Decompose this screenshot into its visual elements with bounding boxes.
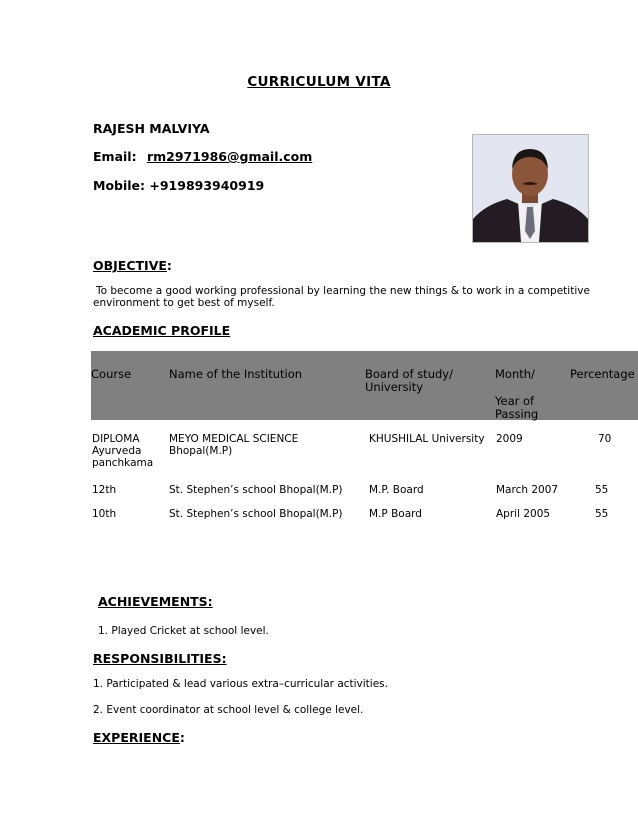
row1-course-1: DIPLOMA bbox=[92, 433, 140, 445]
th-board-1: Board of study/ bbox=[365, 367, 453, 381]
mobile-line: Mobile: +919893940919 bbox=[93, 178, 265, 193]
profile-photo bbox=[472, 134, 589, 243]
experience-heading-text: EXPERIENCE bbox=[93, 730, 180, 745]
row1-board: KHUSHILAL University bbox=[369, 433, 485, 445]
achievements-item-1: 1. Played Cricket at school level. bbox=[98, 625, 269, 637]
achievements-heading: ACHIEVEMENTS: bbox=[98, 594, 213, 609]
objective-heading-text: OBJECTIVE bbox=[93, 258, 167, 273]
th-month-3: Passing bbox=[495, 407, 539, 421]
responsibilities-item-1: 1. Participated & lead various extra–curricular activities. bbox=[93, 678, 388, 690]
objective-heading-colon: : bbox=[166, 258, 172, 273]
experience-heading-colon: : bbox=[179, 730, 185, 745]
row2-board: M.P. Board bbox=[369, 484, 424, 496]
objective-heading bbox=[93, 258, 172, 273]
candidate-name: RAJESH MALVIYA bbox=[93, 121, 210, 136]
row2-year: March 2007 bbox=[496, 484, 559, 496]
email-link[interactable]: rm2971986@gmail.com bbox=[146, 149, 313, 164]
row1-pct: 70 bbox=[598, 433, 612, 445]
th-course: Course bbox=[91, 367, 132, 381]
th-month-1: Month/ bbox=[495, 367, 535, 381]
row3-pct: 55 bbox=[595, 508, 609, 520]
th-institution: Name of the Institution bbox=[169, 367, 303, 381]
row1-course-2: Ayurveda bbox=[92, 445, 142, 457]
academic-heading: ACADEMIC PROFILE bbox=[93, 323, 231, 338]
responsibilities-item-2: 2. Event coordinator at school level & college level. bbox=[93, 704, 364, 716]
row1-year: 2009 bbox=[496, 433, 523, 445]
th-month-2: Year of bbox=[495, 394, 535, 408]
th-percentage: Percentage bbox=[570, 367, 635, 381]
row1-course-3: panchkama bbox=[92, 457, 154, 469]
row3-course: 10th bbox=[92, 508, 117, 520]
person-photo-icon bbox=[473, 135, 588, 242]
email-label: Email: bbox=[93, 149, 137, 164]
row3-inst: St. Stephen’s school Bhopal(M.P) bbox=[169, 508, 343, 520]
page-title: CURRICULUM VITA bbox=[247, 74, 391, 90]
row3-year: April 2005 bbox=[496, 508, 551, 520]
row2-pct: 55 bbox=[595, 484, 609, 496]
row2-course: 12th bbox=[92, 484, 117, 496]
responsibilities-heading: RESPONSIBILITIES: bbox=[93, 651, 227, 666]
objective-line-2: environment to get best of myself. bbox=[93, 297, 275, 309]
objective-line-1: To become a good working professional by learning the new things & to work in a competitive bbox=[96, 285, 590, 297]
email-line bbox=[93, 149, 312, 164]
th-board-2: University bbox=[365, 380, 424, 394]
experience-heading bbox=[93, 730, 185, 745]
row3-board: M.P Board bbox=[369, 508, 422, 520]
row1-inst-2: Bhopal(M.P) bbox=[169, 445, 233, 457]
row2-inst: St. Stephen’s school Bhopal(M.P) bbox=[169, 484, 343, 496]
row1-inst-1: MEYO MEDICAL SCIENCE bbox=[169, 433, 299, 445]
